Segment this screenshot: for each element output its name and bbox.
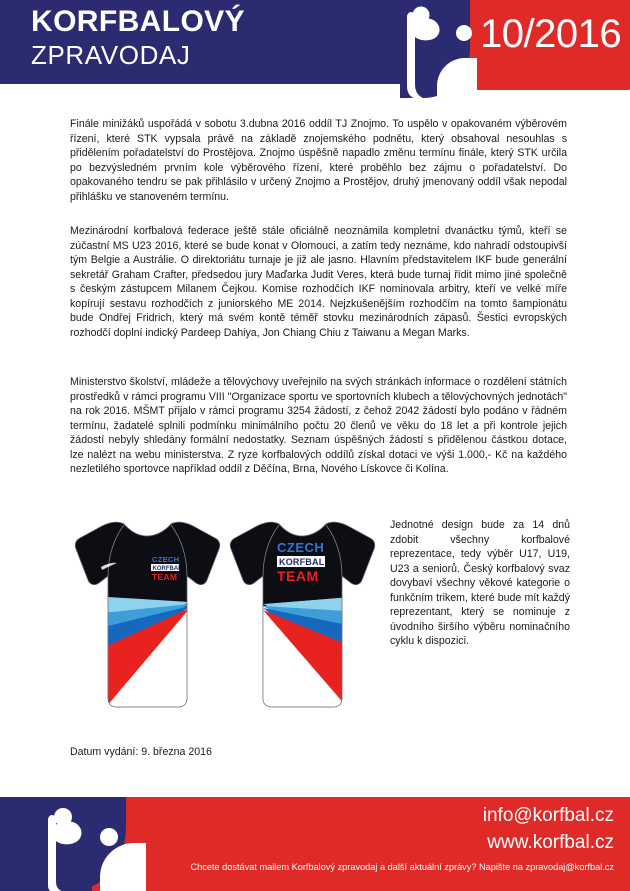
issue-number: 10/2016	[480, 12, 622, 56]
jersey-illustration-group	[72, 518, 377, 718]
contact-email[interactable]: info@korfbal.cz	[482, 805, 614, 826]
svg-text:TEAM: TEAM	[277, 568, 319, 584]
page-header	[0, 0, 630, 84]
paragraph-minizaci-final: Finále minižáků uspořádá v sobotu 3.dubna 2016 oddíl TJ Znojmo. To uspělo v opakovaném výběrovém řízení, které STK vypsala právě na základě znojemského podnětu, který obsahoval nesouhlas s přidělením pořadatelství do Prostějova. Znojmo úspěšně napadlo změnu termínu finále, který STK určila po bezvýsledném prvním kole výběrového řízení, které proběhlo bez zájmu o pořadatelství. Do opakovaného tendru se pak přihlásilo v určený Znojmo a Prostějov, druhý jmenovaný oddíl však nepodal přihlášku ve stanoveném termínu.	[70, 118, 567, 203]
paragraph-ikf-federation: Mezinárodní korfbalová federace ještě stále oficiálně neoznámila kompletní dvanáctku týmů, kteří se zúčastní MS U23 2016, které se bude konat v Olomouci, a zatím tedy neznáme, kdo nahradí odstoupivší tým Belgie a Austrálie. O direktoriátu turnaje je již ale jasno. Hlavním představitelem IKF bude generální sekretář Graham Crafter, předsedou jury Maďarka Judit Veres, která bude turnaj řídit mimo jiné společně s českým zástupcem Milanem Čejkou. Komise rozhodčích IKF nominovala arbitry, kteří ve velké míře kopírují sestavu rozhodčích z juniorského ME 2014. Nejzkušenějším rozhodčím na tomto šampionátu bude Ondřej Fridrich, který má svém kontě téměř stovku mezinárodních zápasů. Šestici evropských rozhodčí doplní indický Pardeep Dahiya, Jon Chiang Chiu z Taiwanu a Megan Marks.	[70, 225, 567, 339]
svg-text:KORFBAL: KORFBAL	[279, 557, 325, 567]
paragraph-ministry-funding: Ministerstvo školství, mládeže a tělovýchovy uveřejnilo na svých stránkách informace o rozdělení státních prostředků v rámci programu VIII "Organizace sportu ve sportovních klubech a tělovýchovných jednotách" na rok 2016. MŠMT přijalo v rámci programu 3254 žádostí, z čehož 2042 žádostí bylo podáno v řádném termínu, žadatelé splnili podmínku minimálního počtu 20 členů ve věku do 18 let a při kontrole jejich žádostí nebyly shledány formální nedostatky. Seznam úspěšných žádostí s přidělenou částkou dotace, lze nalézt na webu ministerstva. Z ryze korfbalových oddílů získal dotaci ve výši 1.000,- Kč na každého nezletilého sportovce například oddíl z Děčína, Brna, Nového Lískovce či Kolína.	[70, 376, 567, 476]
svg-text:CZECH: CZECH	[152, 555, 180, 564]
svg-text:TEAM: TEAM	[152, 572, 178, 582]
paragraph-jersey-design: Jednotné design bude za 14 dnů zdobit všechny korfbalové reprezentace, tedy výběr U17, U19, U23 a seniorů. Český korfbalový svaz dovybaví všechny věkové kategorie o funkčním trikem, které bude mít každý reprezentant, který se nominuje z úvodního širšího výběru nominačního cyklu k dispozici.	[390, 519, 570, 648]
document-content	[0, 84, 630, 797]
publication-date: Datum vydání: 9. března 2016	[70, 746, 212, 758]
jersey-back	[227, 518, 377, 714]
svg-text:CZECH: CZECH	[277, 540, 325, 555]
jersey-front	[72, 518, 222, 714]
page-title-line1: KORFBALOVÝ	[31, 5, 245, 38]
back-logo	[277, 540, 325, 584]
subscription-note: Chcete dostávat mailem Korfbalový zpravodaj a další aktuální zprávy? Napište na zpravodaj@korfbal.cz	[190, 862, 614, 872]
contact-website[interactable]: www.korfbal.cz	[487, 832, 614, 853]
page-title-line2: ZPRAVODAJ	[31, 40, 191, 70]
svg-text:KORFBAL: KORFBAL	[152, 566, 182, 572]
page-footer	[0, 797, 630, 891]
korfball-player-icon	[14, 797, 124, 891]
